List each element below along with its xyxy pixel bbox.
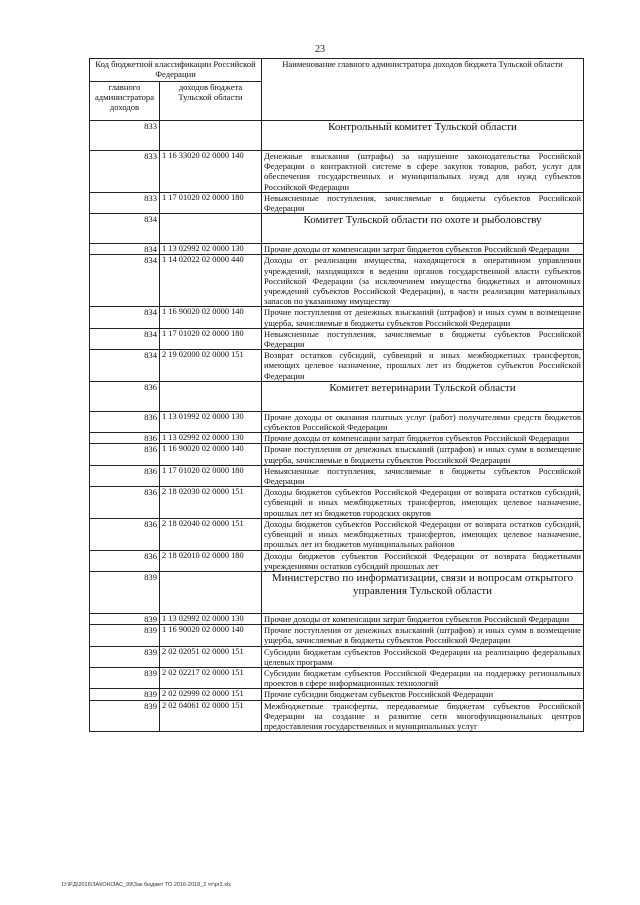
revenue-description-cell: Прочие поступления от денежных взысканий (штрафов) и иных сумм в возмещение ущерба, зачисляемые в бюджеты субъектов Российской Федерации <box>262 625 584 646</box>
admin-code-cell: 839 <box>90 667 160 688</box>
revenue-code-cell: 2 19 02000 02 0000 151 <box>160 350 262 382</box>
revenue-description-cell: Субсидии бюджетам субъектов Российской Федерации на поддержку региональных проектов в сфере информационных технологий <box>262 667 584 688</box>
admin-code-cell: 839 <box>90 625 160 646</box>
header-admin-code: главного администратора доходов <box>90 82 160 121</box>
revenue-description-cell: Прочие поступления от денежных взысканий (штрафов) и иных сумм в возмещение ущерба, зачисляемые в бюджеты субъектов Российской Федерации <box>262 444 584 465</box>
table-row <box>90 518 584 550</box>
section-title: Контрольный комитет Тульской области <box>262 121 584 151</box>
revenue-code-cell: 1 13 01992 02 0000 130 <box>160 411 262 432</box>
admin-code-cell: 833 <box>90 192 160 213</box>
empty-code-cell <box>160 214 262 244</box>
admin-code-cell: 834 <box>90 244 160 255</box>
revenue-description-cell: Доходы от реализации имущества, находящегося в оперативном управлении учреждений, находящихся в ведении органов государственной власти субъектов Российской Федерации (за исключением имущества бюджетных и автономных учреждений субъектов Российской Федерации), в части реализации материальных запасов по указанному имуществу <box>262 255 584 307</box>
file-path-footer: D:\Р.Д\2016\ЗАКОН\ЗАС_99\Зак бюджет ТО 2016-2018_2 чт\pr2.xls <box>62 882 231 888</box>
revenue-description-cell: Прочие доходы от компенсации затрат бюджетов субъектов Российской Федерации <box>262 433 584 444</box>
revenue-description-cell: Прочие доходы от оказания платных услуг (работ) получателями средств бюджетов субъектов Российской Федерации <box>262 411 584 432</box>
revenue-description-cell: Невыясненные поступления, зачисляемые в бюджеты субъектов Российской Федерации <box>262 465 584 486</box>
table-body <box>90 121 584 732</box>
revenue-code-cell: 1 17 01020 02 0000 180 <box>160 192 262 213</box>
header-revenue-code: доходов бюджета Тульской области <box>160 82 262 121</box>
revenue-code-cell: 1 16 90020 02 0000 140 <box>160 625 262 646</box>
admin-code-cell: 839 <box>90 571 160 613</box>
revenue-code-cell: 2 18 02010 02 0000 180 <box>160 550 262 571</box>
revenue-description-cell: Прочие доходы от компенсации затрат бюджетов субъектов Российской Федерации <box>262 613 584 624</box>
admin-code-cell: 839 <box>90 613 160 624</box>
table-row <box>90 487 584 519</box>
table-row <box>90 350 584 382</box>
revenue-description-cell: Субсидии бюджетам субъектов Российской Федерации на реализацию федеральных целевых программ <box>262 646 584 667</box>
header-admin-name: Наименование главного администратора доходов бюджета Тульской области <box>262 59 584 121</box>
revenue-description-cell: Прочие поступления от денежных взысканий (штрафов) и иных сумм в возмещение ущерба, зачисляемые в бюджеты субъектов Российской Федерации <box>262 307 584 328</box>
revenue-code-cell: 1 13 02992 02 0000 130 <box>160 613 262 624</box>
revenue-description-cell: Прочие доходы от компенсации затрат бюджетов субъектов Российской Федерации <box>262 244 584 255</box>
admin-code-cell: 834 <box>90 307 160 328</box>
table-row <box>90 433 584 444</box>
revenue-code-cell: 1 16 33020 02 0000 140 <box>160 151 262 193</box>
admin-code-cell: 833 <box>90 151 160 193</box>
revenue-code-cell: 1 17 01020 02 0000 180 <box>160 465 262 486</box>
revenue-description-cell: Доходы бюджетов субъектов Российской Федерации от возврата остатков субсидий, субвенций и иных межбюджетных трансфертов, имеющих целевое назначение, прошлых лет из бюджетов городских округов <box>262 487 584 519</box>
table-row <box>90 689 584 700</box>
table-row <box>90 550 584 571</box>
table-row <box>90 307 584 328</box>
empty-code-cell <box>160 571 262 613</box>
revenue-code-cell: 1 13 02992 02 0000 130 <box>160 433 262 444</box>
admin-code-cell: 836 <box>90 433 160 444</box>
admin-code-cell: 836 <box>90 411 160 432</box>
admin-code-cell: 836 <box>90 465 160 486</box>
revenue-code-cell: 2 02 02217 02 0000 151 <box>160 667 262 688</box>
revenue-code-cell: 1 17 01020 02 0000 180 <box>160 328 262 349</box>
empty-code-cell <box>160 121 262 151</box>
admin-code-cell: 836 <box>90 444 160 465</box>
section-title: Комитет Тульской области по охоте и рыболовству <box>262 214 584 244</box>
revenue-description-cell: Межбюджетные трансферты, передаваемые бюджетам субъектов Российской Федерации на создание и развитие сети многофункциональных центров предоставления государственных и муниципальных услуг <box>262 700 584 732</box>
revenue-description-cell: Доходы бюджетов субъектов Российской Федерации от возврата бюджетными учреждениями остатков субсидий прошлых лет <box>262 550 584 571</box>
revenue-description-cell: Денежные взыскания (штрафы) за нарушение законодательства Российской Федерации о контрактной системе в сфере закупок товаров, работ, услуг для обеспечения государственных и муниципальных нужд для нужд субъектов Российской Федерации <box>262 151 584 193</box>
revenue-description-cell: Доходы бюджетов субъектов Российской Федерации от возврата остатков субсидий, субвенций и иных межбюджетных трансфертов, имеющих целевое назначение, прошлых лет из бюджетов муниципальных районов <box>262 518 584 550</box>
table-row <box>90 613 584 624</box>
admin-code-cell: 834 <box>90 328 160 349</box>
admin-code-cell: 836 <box>90 381 160 411</box>
revenue-code-cell: 2 02 02051 02 0000 151 <box>160 646 262 667</box>
admin-code-cell: 839 <box>90 700 160 732</box>
table-row <box>90 151 584 193</box>
table-row <box>90 255 584 307</box>
section-title: Комитет ветеринарии Тульской области <box>262 381 584 411</box>
admin-code-cell: 836 <box>90 487 160 519</box>
section-title: Министерство по информатизации, связи и вопросам открытого управления Тульской области <box>262 571 584 613</box>
table-row <box>90 244 584 255</box>
revenue-code-cell: 1 14 02022 02 0000 440 <box>160 255 262 307</box>
revenue-code-cell: 2 02 02999 02 0000 151 <box>160 689 262 700</box>
table-row <box>90 411 584 432</box>
admin-code-cell: 836 <box>90 550 160 571</box>
revenue-code-cell: 2 18 02040 02 0000 151 <box>160 518 262 550</box>
admin-code-cell: 839 <box>90 646 160 667</box>
revenue-code-cell: 1 16 90020 02 0000 140 <box>160 444 262 465</box>
revenue-description-cell: Возврат остатков субсидий, субвенций и иных межбюджетных трансфертов, имеющих целевое назначение, прошлых лет из бюджетов субъектов Российской Федерации <box>262 350 584 382</box>
admin-code-cell: 834 <box>90 214 160 244</box>
table-row <box>90 328 584 349</box>
empty-code-cell <box>160 381 262 411</box>
revenue-description-cell: Прочие субсидии бюджетам субъектов Российской Федерации <box>262 689 584 700</box>
revenue-admin-table <box>89 58 584 732</box>
section-row <box>90 381 584 411</box>
admin-code-cell: 833 <box>90 121 160 151</box>
revenue-code-cell: 1 16 90020 02 0000 140 <box>160 307 262 328</box>
table-header-row <box>90 59 584 82</box>
table-row <box>90 646 584 667</box>
section-row <box>90 571 584 613</box>
revenue-code-cell: 2 02 04061 02 0000 151 <box>160 700 262 732</box>
table-row <box>90 192 584 213</box>
revenue-code-cell: 1 13 02992 02 0000 130 <box>160 244 262 255</box>
admin-code-cell: 836 <box>90 518 160 550</box>
revenue-description-cell: Невыясненные поступления, зачисляемые в бюджеты субъектов Российской Федерации <box>262 192 584 213</box>
revenue-description-cell: Невыясненные поступления, зачисляемые в бюджеты субъектов Российской Федерации <box>262 328 584 349</box>
page-number: 23 <box>315 44 325 55</box>
revenue-code-cell: 2 18 02030 02 0000 151 <box>160 487 262 519</box>
table-row <box>90 444 584 465</box>
table-row <box>90 700 584 732</box>
admin-code-cell: 834 <box>90 255 160 307</box>
table-row <box>90 465 584 486</box>
section-row <box>90 121 584 151</box>
table-row <box>90 667 584 688</box>
header-budget-classification: Код бюджетной классификации Российской Федерации <box>90 59 262 82</box>
table-row <box>90 625 584 646</box>
admin-code-cell: 834 <box>90 350 160 382</box>
section-row <box>90 214 584 244</box>
admin-code-cell: 839 <box>90 689 160 700</box>
